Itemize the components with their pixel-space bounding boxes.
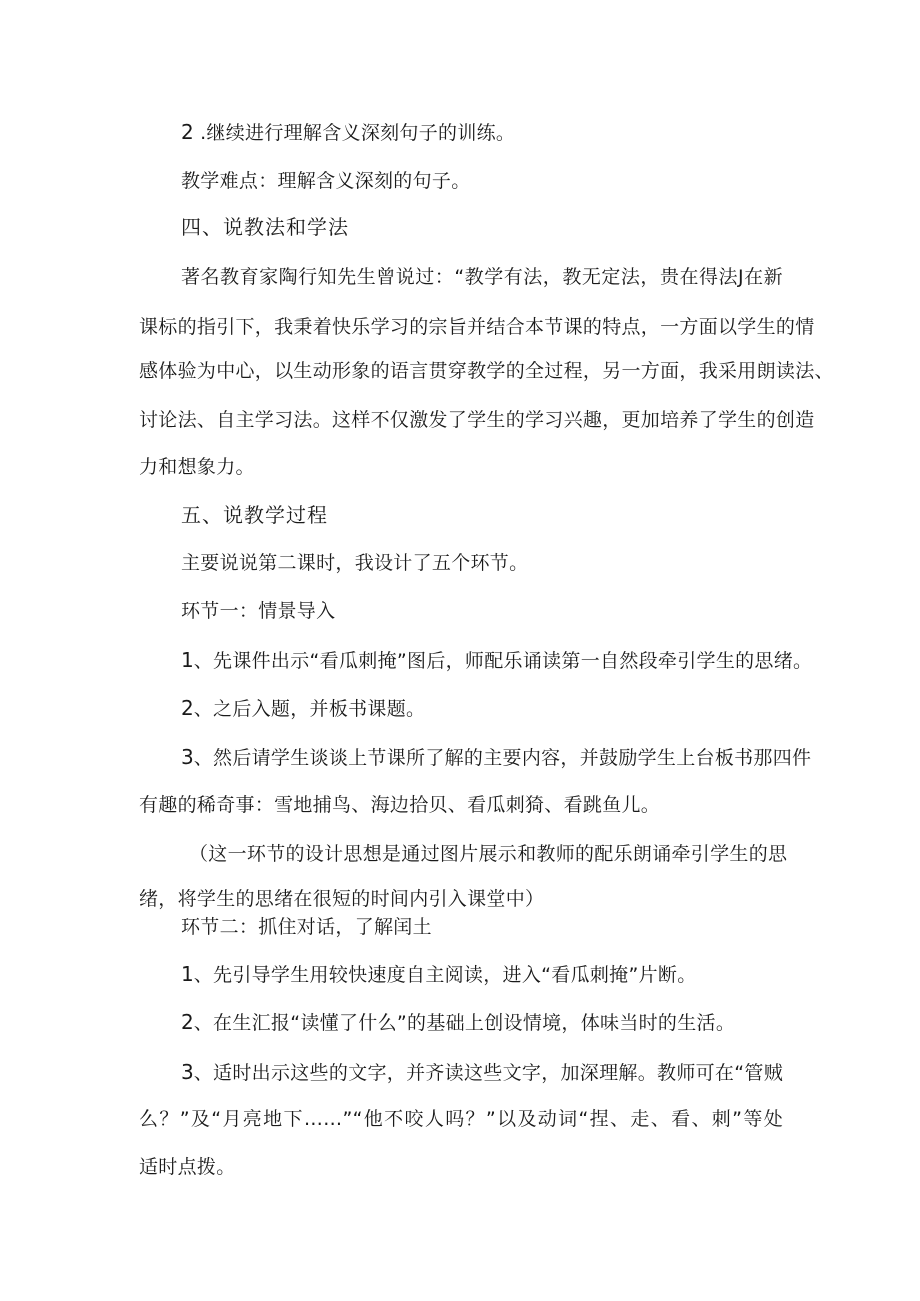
step-2-item-2 — [181, 1010, 735, 1035]
section-4-paragraph-line-2: 课标的指引下，我秉着快乐学习的宗旨并结合本节课的特点，一方面以学生的情 — [139, 316, 815, 338]
step-1-item-1 — [181, 648, 812, 673]
step-2-title: 环节二：抓住对话，了解闰土 — [181, 916, 432, 938]
section-5-intro: 主要说说第二课时，我设计了五个环节。 — [181, 552, 529, 574]
item-text: .继续进行理解含义深刻句子的训练。 — [193, 122, 516, 144]
item-text: 、在生汇报“读懂了什么”的基础上创设情境，体味当时的生活。 — [193, 1012, 736, 1034]
step-1-note-line-2: 绪，将学生的思绪在很短的时间内引入课堂中） — [139, 888, 545, 910]
step-1-item-2 — [181, 696, 425, 721]
section-5-heading: 五、说教学过程 — [181, 503, 328, 527]
section-4-paragraph-line-3: 感体验为中心，以生动形象的语言贯穿教学的全过程，另一方面，我采用朗读法、 — [139, 360, 834, 382]
step-2-item-3-line-3: 适时点拨。 — [139, 1156, 236, 1178]
section-4-paragraph-line-1: 著名教育家陶行知先生曾说过：“教学有法，教无定法，贵在得法J在新 — [181, 266, 783, 288]
step-2-item-3-line-2: 么？”及“月亮地下……”“他不咬人吗？”以及动词“捏、走、看、刺”等处 — [139, 1108, 783, 1130]
teaching-difficulty: 教学难点：理解含义深刻的句子。 — [181, 170, 471, 192]
item-text: 、适时出示这些的文字，并齐读这些文字，加深理解。教师可在“管贼 — [193, 1062, 783, 1084]
item-number: 2 — [181, 696, 194, 720]
item-text: 、然后请学生谈谈上节课所了解的主要内容，并鼓励学生上台板书那四件 — [193, 747, 812, 769]
step-1-item-3-line-1 — [181, 745, 812, 770]
section-4-paragraph-line-5: 力和想象力。 — [139, 456, 255, 478]
item-number: 1 — [181, 648, 194, 672]
item-number: 2 — [181, 1010, 194, 1034]
item-number: 3 — [181, 1060, 194, 1084]
item-text: 、先引导学生用较快速度自主阅读，进入“看瓜刺掩”片断。 — [193, 964, 697, 986]
step-1-item-3-line-2: 有趣的稀奇事：雪地捕鸟、海边拾贝、看瓜刺猗、看跳鱼儿。 — [139, 794, 661, 816]
item-text: 、先课件出示“看瓜刺掩”图后，师配乐诵读第一自然段牵引学生的思绪。 — [193, 650, 813, 672]
objective-item-2 — [181, 120, 515, 145]
item-number: 3 — [181, 745, 194, 769]
item-text: 、之后入题，并板书课题。 — [193, 698, 426, 720]
step-2-item-1 — [181, 962, 697, 987]
step-1-note-line-1 — [139, 842, 788, 866]
section-4-heading: 四、说教法和学法 — [181, 215, 349, 239]
note-text: （这一环节的设计思想是通过图片展示和教师的配乐朗诵牵引学生的思 — [189, 843, 788, 865]
step-1-title: 环节一：情景导入 — [181, 600, 336, 622]
item-number: 1 — [181, 962, 194, 986]
step-2-item-3-line-1 — [181, 1060, 783, 1085]
section-4-paragraph-line-4: 讨论法、自主学习法。这样不仅激发了学生的学习兴趣，更加培养了学生的创造 — [139, 409, 815, 431]
item-number: 2 — [181, 120, 194, 144]
